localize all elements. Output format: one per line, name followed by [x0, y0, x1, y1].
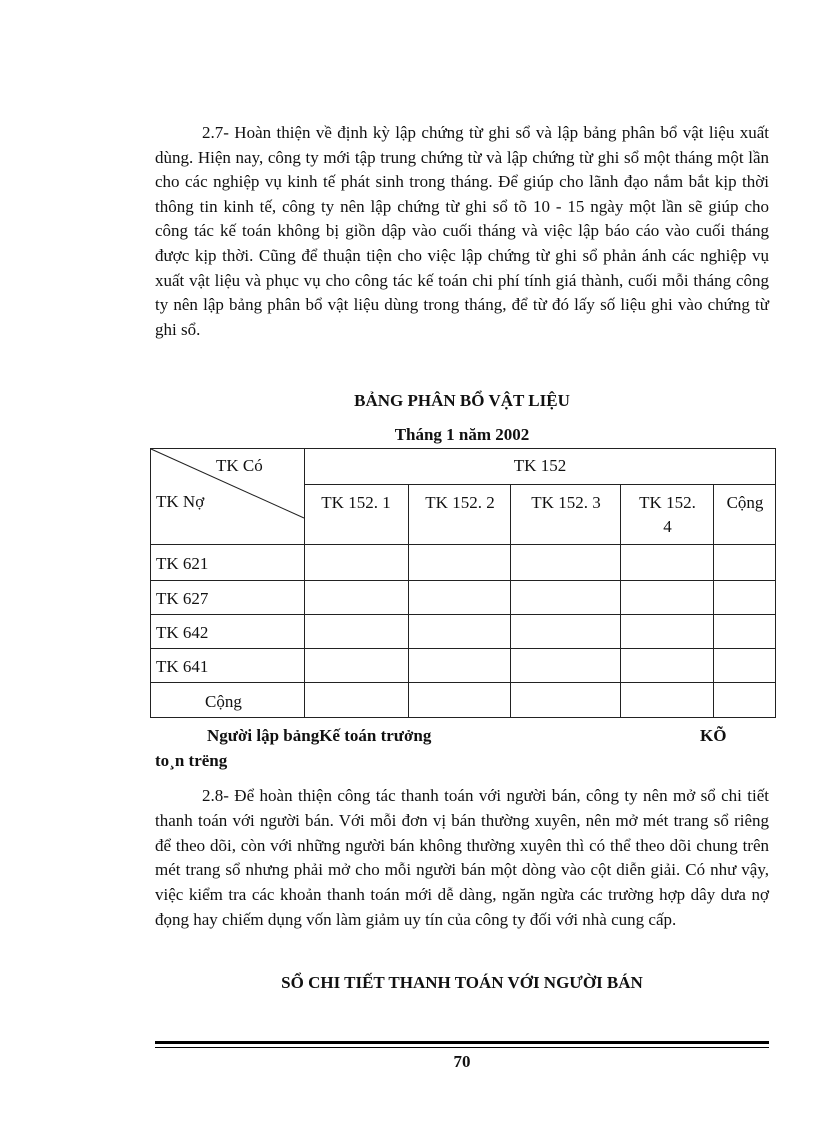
column-header: TK 152. 3	[531, 493, 601, 512]
table-col-line	[620, 484, 621, 718]
table-line-row	[150, 580, 776, 581]
table-subtitle: Tháng 1 năm 2002	[394, 425, 530, 444]
footer-rule	[155, 1041, 769, 1044]
column-header: TK 152. 2	[425, 493, 495, 512]
table-border-right	[775, 448, 776, 718]
signature-left: Người lập bảngKế toán trưởng	[207, 726, 432, 745]
corner-label-credit: TK Có	[216, 456, 263, 475]
row-label: TK 642	[156, 623, 209, 642]
table-line-row	[150, 648, 776, 649]
signature-continuation: to¸n trëng	[155, 751, 228, 770]
row-label: TK 641	[156, 657, 209, 676]
signature-right: KÕ	[700, 726, 727, 745]
allocation-table	[150, 448, 776, 718]
paragraph-2-7: 2.7- Hoàn thiện về định kỳ lập chứng từ ghi sổ và lập bảng phân bổ vật liệu xuất dùng. Hiện nay, công ty mới tập trung chứng từ và lập chứng từ ghi sổ một tháng một lần cho các nghiệp vụ kinh tế phát sinh trong tháng. Để giúp cho lãnh đạo nắm bắt kịp thời thông tin kinh tế, công ty nên lập chứng từ ghi sổ tõ 10 - 15 ngày một lần sẽ giúp cho công tác kế toán không bị giồn dập vào cuối tháng và việc lập báo cáo vào cuối tháng được kịp thời. Cũng để thuận tiện cho việc lập chứng từ ghi sổ phản ánh các nghiệp vụ xuất vật liệu và phục vụ cho công tác kế toán chi phí tính giá thành, cuối mỗi tháng công ty nên lập bảng phân bổ vật liệu dùng trong tháng, để từ đó lấy số liệu ghi vào chứng từ ghi sổ.	[155, 123, 769, 339]
column-header: TK 152.	[639, 493, 696, 512]
group-header-tk152: TK 152	[513, 456, 567, 475]
page-number: 70	[453, 1052, 471, 1071]
table-col-line	[713, 484, 714, 718]
column-header-continuation: 4	[663, 517, 672, 536]
footer-rule-thin	[155, 1047, 769, 1048]
column-header: TK 152. 1	[321, 493, 391, 512]
row-label: TK 627	[156, 589, 209, 608]
table-line-row	[150, 614, 776, 615]
paragraph-2-8: 2.8- Để hoàn thiện công tác thanh toán với người bán, công ty nên mở sổ chi tiết thanh toán với người bán. Với mỗi đơn vị bán thường xuyên, nên mở mét trang sổ riêng để theo dõi, còn với những người bán không thường xuyên thì có thể theo dõi chung trên mét trang sổ nhưng phải mở cho mỗi người bán một dòng vào cột diễn giải. Có như vậy, việc kiểm tra các khoản thanh toán mới dễ dàng, ngăn ngừa các trường hợp dây dưa nợ đọng hay chiếm dụng vốn làm giảm uy tín của công ty đối với nhà cung cấp.	[155, 786, 769, 929]
table-title: BẢNG PHÂN BỔ VẬT LIỆU	[354, 391, 570, 410]
row-label-total: Cộng	[205, 692, 242, 711]
corner-label-debit: TK Nợ	[156, 492, 205, 511]
ledger-title: SỔ CHI TIẾT THANH TOÁN VỚI NGƯỜI BÁN	[281, 973, 643, 992]
table-line-group-header	[304, 484, 776, 485]
row-label: TK 621	[156, 554, 209, 573]
table-col-line	[510, 484, 511, 718]
table-col-line	[408, 484, 409, 718]
column-header-total: Cộng	[726, 493, 764, 512]
table-border-bottom	[150, 717, 776, 718]
table-line-row	[150, 682, 776, 683]
